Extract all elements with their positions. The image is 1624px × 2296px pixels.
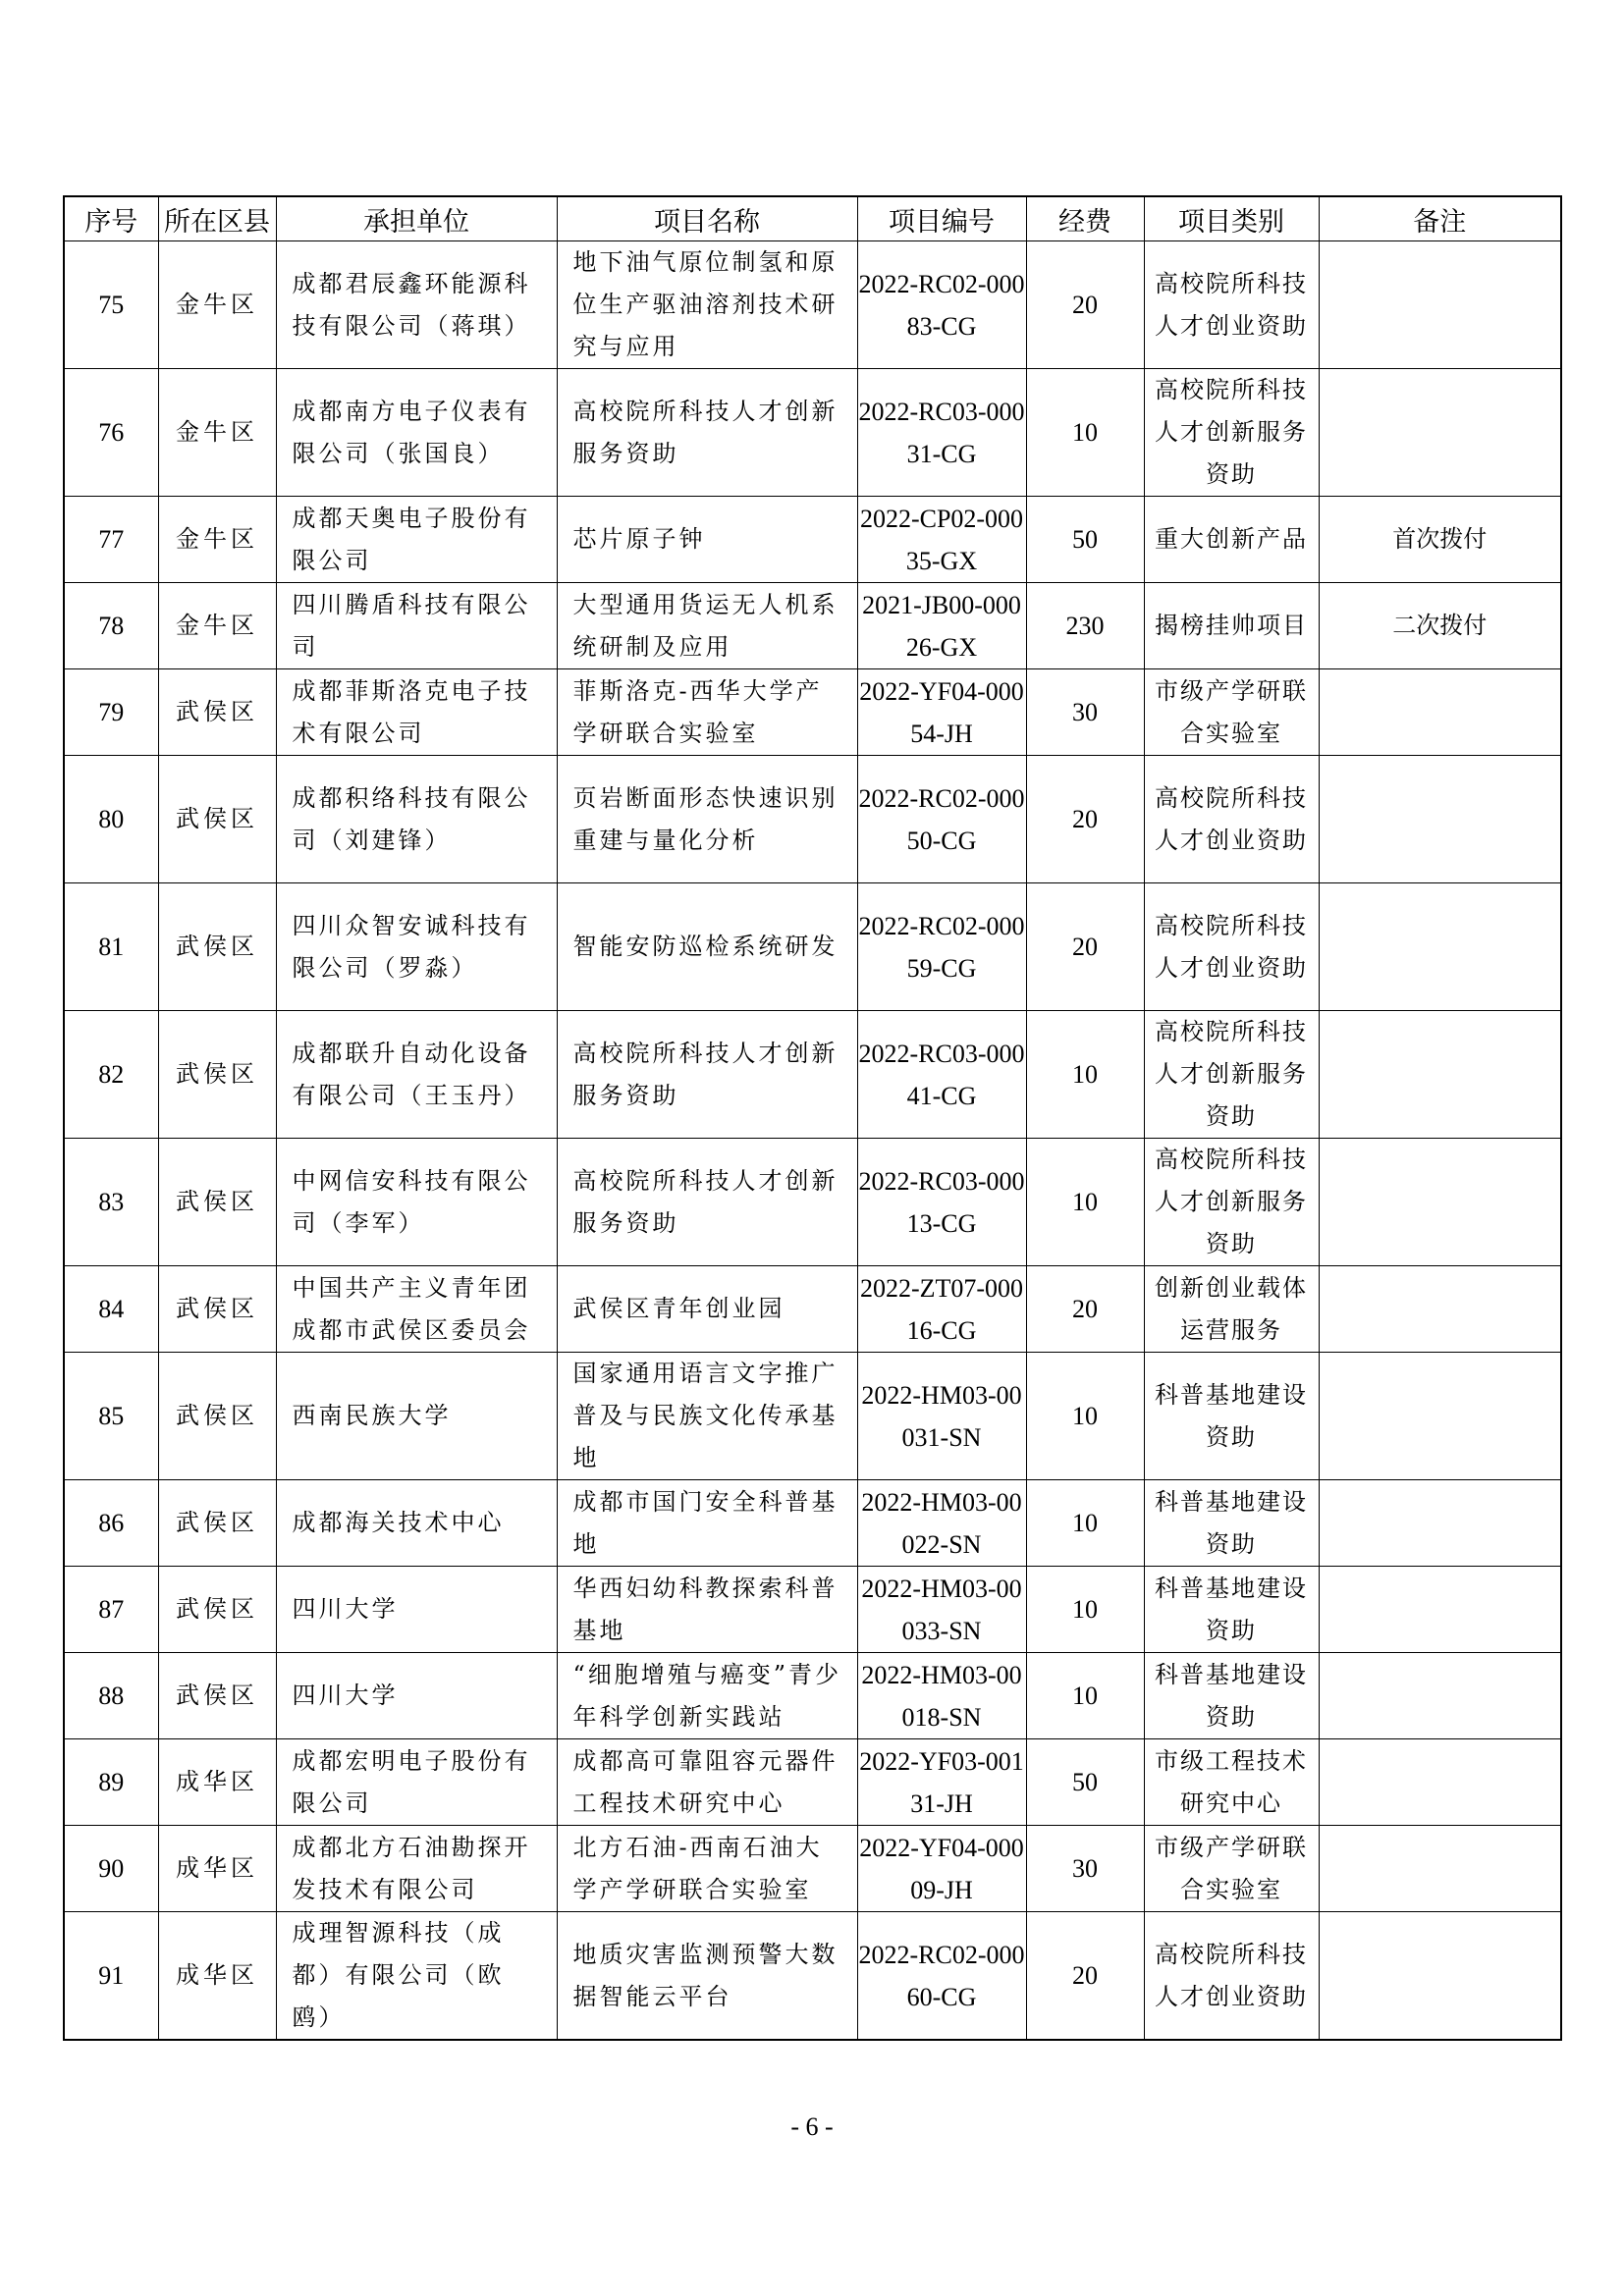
remark-cell: 二次拨付 xyxy=(1319,583,1561,669)
table-row xyxy=(64,1139,1561,1266)
project-name-cell: 北方石油-西南石油大学产学研联合实验室 xyxy=(557,1826,857,1912)
category-cell: 高校院所科技人才创业资助 xyxy=(1144,756,1319,883)
header-cell: 备注 xyxy=(1319,196,1561,241)
district-cell: 武侯区 xyxy=(158,1653,276,1739)
row-number: 81 xyxy=(64,883,158,1011)
district-cell: 武侯区 xyxy=(158,883,276,1011)
table-row xyxy=(64,1912,1561,2041)
row-number: 76 xyxy=(64,369,158,497)
district-cell: 武侯区 xyxy=(158,1567,276,1653)
project-name-cell: 高校院所科技人才创新服务资助 xyxy=(557,1011,857,1139)
remark-cell xyxy=(1319,1912,1561,2041)
remark-cell xyxy=(1319,241,1561,369)
table-row xyxy=(64,1826,1561,1912)
table-row xyxy=(64,497,1561,583)
category-cell: 高校院所科技人才创业资助 xyxy=(1144,241,1319,369)
project-code-cell: 2022-YF04-00009-JH xyxy=(857,1826,1026,1912)
project-name-cell: 成都市国门安全科普基地 xyxy=(557,1480,857,1567)
project-code-cell: 2022-RC02-00083-CG xyxy=(857,241,1026,369)
project-name-cell: 地下油气原位制氢和原位生产驱油溶剂技术研究与应用 xyxy=(557,241,857,369)
funding-cell: 30 xyxy=(1026,1826,1144,1912)
project-name-cell: 智能安防巡检系统研发 xyxy=(557,883,857,1011)
remark-cell xyxy=(1319,883,1561,1011)
project-code-cell: 2022-CP02-00035-GX xyxy=(857,497,1026,583)
district-cell: 成华区 xyxy=(158,1739,276,1826)
table-body xyxy=(64,241,1561,2041)
district-cell: 武侯区 xyxy=(158,1266,276,1353)
category-cell: 创新创业载体运营服务 xyxy=(1144,1266,1319,1353)
table-row xyxy=(64,883,1561,1011)
header-cell: 项目编号 xyxy=(857,196,1026,241)
funding-cell: 10 xyxy=(1026,1139,1144,1266)
project-name-cell: 芯片原子钟 xyxy=(557,497,857,583)
header-cell: 项目类别 xyxy=(1144,196,1319,241)
table-row xyxy=(64,1011,1561,1139)
row-number: 77 xyxy=(64,497,158,583)
remark-cell xyxy=(1319,1826,1561,1912)
unit-cell: 成理智源科技（成都）有限公司（欧鸥） xyxy=(276,1912,557,2041)
project-name-cell: “细胞增殖与癌变”青少年科学创新实践站 xyxy=(557,1653,857,1739)
project-code-cell: 2022-HM03-00031-SN xyxy=(857,1353,1026,1480)
category-cell: 高校院所科技人才创业资助 xyxy=(1144,883,1319,1011)
funding-cell: 20 xyxy=(1026,1266,1144,1353)
funding-cell: 10 xyxy=(1026,369,1144,497)
category-cell: 科普基地建设资助 xyxy=(1144,1653,1319,1739)
table-row xyxy=(64,1353,1561,1480)
category-cell: 科普基地建设资助 xyxy=(1144,1567,1319,1653)
table-row xyxy=(64,669,1561,756)
category-cell: 科普基地建设资助 xyxy=(1144,1480,1319,1567)
category-cell: 高校院所科技人才创新服务资助 xyxy=(1144,1011,1319,1139)
district-cell: 金牛区 xyxy=(158,369,276,497)
project-code-cell: 2021-JB00-00026-GX xyxy=(857,583,1026,669)
table-row xyxy=(64,756,1561,883)
row-number: 83 xyxy=(64,1139,158,1266)
unit-cell: 成都宏明电子股份有限公司 xyxy=(276,1739,557,1826)
header-cell: 所在区县 xyxy=(158,196,276,241)
unit-cell: 四川众智安诚科技有限公司（罗淼） xyxy=(276,883,557,1011)
header-cell: 序号 xyxy=(64,196,158,241)
remark-cell xyxy=(1319,1353,1561,1480)
row-number: 91 xyxy=(64,1912,158,2041)
table-row xyxy=(64,583,1561,669)
remark-cell: 首次拨付 xyxy=(1319,497,1561,583)
remark-cell xyxy=(1319,756,1561,883)
header-cell: 承担单位 xyxy=(276,196,557,241)
project-name-cell: 大型通用货运无人机系统研制及应用 xyxy=(557,583,857,669)
category-cell: 市级工程技术研究中心 xyxy=(1144,1739,1319,1826)
table-row xyxy=(64,1480,1561,1567)
project-name-cell: 武侯区青年创业园 xyxy=(557,1266,857,1353)
project-code-cell: 2022-RC03-00041-CG xyxy=(857,1011,1026,1139)
category-cell: 高校院所科技人才创新服务资助 xyxy=(1144,369,1319,497)
unit-cell: 成都海关技术中心 xyxy=(276,1480,557,1567)
funding-cell: 10 xyxy=(1026,1480,1144,1567)
funding-cell: 10 xyxy=(1026,1653,1144,1739)
table-row xyxy=(64,369,1561,497)
project-code-cell: 2022-YF04-00054-JH xyxy=(857,669,1026,756)
project-name-cell: 华西妇幼科教探索科普基地 xyxy=(557,1567,857,1653)
row-number: 90 xyxy=(64,1826,158,1912)
category-cell: 科普基地建设资助 xyxy=(1144,1353,1319,1480)
funding-cell: 10 xyxy=(1026,1011,1144,1139)
table-row xyxy=(64,1739,1561,1826)
unit-cell: 成都积络科技有限公司（刘建锋） xyxy=(276,756,557,883)
district-cell: 武侯区 xyxy=(158,1011,276,1139)
remark-cell xyxy=(1319,669,1561,756)
remark-cell xyxy=(1319,1653,1561,1739)
district-cell: 成华区 xyxy=(158,1912,276,2041)
unit-cell: 中国共产主义青年团成都市武侯区委员会 xyxy=(276,1266,557,1353)
category-cell: 揭榜挂帅项目 xyxy=(1144,583,1319,669)
project-code-cell: 2022-HM03-00033-SN xyxy=(857,1567,1026,1653)
table-row xyxy=(64,1567,1561,1653)
funding-cell: 20 xyxy=(1026,756,1144,883)
unit-cell: 四川大学 xyxy=(276,1653,557,1739)
remark-cell xyxy=(1319,1739,1561,1826)
unit-cell: 成都南方电子仪表有限公司（张国良） xyxy=(276,369,557,497)
remark-cell xyxy=(1319,1480,1561,1567)
district-cell: 武侯区 xyxy=(158,1480,276,1567)
unit-cell: 成都天奥电子股份有限公司 xyxy=(276,497,557,583)
project-name-cell: 高校院所科技人才创新服务资助 xyxy=(557,1139,857,1266)
page-number: - 6 - xyxy=(790,2112,834,2141)
project-name-cell: 国家通用语言文字推广普及与民族文化传承基地 xyxy=(557,1353,857,1480)
unit-cell: 成都君辰鑫环能源科技有限公司（蒋琪） xyxy=(276,241,557,369)
district-cell: 成华区 xyxy=(158,1826,276,1912)
unit-cell: 成都菲斯洛克电子技术有限公司 xyxy=(276,669,557,756)
project-code-cell: 2022-RC02-00060-CG xyxy=(857,1912,1026,2041)
district-cell: 金牛区 xyxy=(158,241,276,369)
table-header-row xyxy=(64,196,1561,241)
funding-cell: 20 xyxy=(1026,883,1144,1011)
row-number: 78 xyxy=(64,583,158,669)
project-code-cell: 2022-RC03-00013-CG xyxy=(857,1139,1026,1266)
row-number: 79 xyxy=(64,669,158,756)
remark-cell xyxy=(1319,1011,1561,1139)
project-name-cell: 菲斯洛克-西华大学产学研联合实验室 xyxy=(557,669,857,756)
header-cell: 项目名称 xyxy=(557,196,857,241)
project-code-cell: 2022-HM03-00022-SN xyxy=(857,1480,1026,1567)
project-funding-table xyxy=(63,195,1562,2041)
row-number: 80 xyxy=(64,756,158,883)
table-row xyxy=(64,1653,1561,1739)
district-cell: 金牛区 xyxy=(158,497,276,583)
remark-cell xyxy=(1319,369,1561,497)
project-name-cell: 页岩断面形态快速识别重建与量化分析 xyxy=(557,756,857,883)
project-code-cell: 2022-RC02-00059-CG xyxy=(857,883,1026,1011)
unit-cell: 成都联升自动化设备有限公司（王玉丹） xyxy=(276,1011,557,1139)
row-number: 88 xyxy=(64,1653,158,1739)
row-number: 84 xyxy=(64,1266,158,1353)
project-code-cell: 2022-RC03-00031-CG xyxy=(857,369,1026,497)
district-cell: 武侯区 xyxy=(158,1139,276,1266)
table-row xyxy=(64,241,1561,369)
project-code-cell: 2022-ZT07-00016-CG xyxy=(857,1266,1026,1353)
district-cell: 金牛区 xyxy=(158,583,276,669)
district-cell: 武侯区 xyxy=(158,756,276,883)
funding-cell: 30 xyxy=(1026,669,1144,756)
project-code-cell: 2022-RC02-00050-CG xyxy=(857,756,1026,883)
project-name-cell: 地质灾害监测预警大数据智能云平台 xyxy=(557,1912,857,2041)
project-name-cell: 高校院所科技人才创新服务资助 xyxy=(557,369,857,497)
project-code-cell: 2022-HM03-00018-SN xyxy=(857,1653,1026,1739)
project-code-cell: 2022-YF03-00131-JH xyxy=(857,1739,1026,1826)
category-cell: 市级产学研联合实验室 xyxy=(1144,669,1319,756)
unit-cell: 四川腾盾科技有限公司 xyxy=(276,583,557,669)
row-number: 82 xyxy=(64,1011,158,1139)
unit-cell: 成都北方石油勘探开发技术有限公司 xyxy=(276,1826,557,1912)
remark-cell xyxy=(1319,1139,1561,1266)
category-cell: 高校院所科技人才创业资助 xyxy=(1144,1912,1319,2041)
remark-cell xyxy=(1319,1266,1561,1353)
row-number: 89 xyxy=(64,1739,158,1826)
funding-cell: 10 xyxy=(1026,1567,1144,1653)
funding-cell: 50 xyxy=(1026,1739,1144,1826)
row-number: 86 xyxy=(64,1480,158,1567)
funding-cell: 10 xyxy=(1026,1353,1144,1480)
funding-cell: 20 xyxy=(1026,1912,1144,2041)
row-number: 75 xyxy=(64,241,158,369)
row-number: 87 xyxy=(64,1567,158,1653)
project-name-cell: 成都高可靠阻容元器件工程技术研究中心 xyxy=(557,1739,857,1826)
funding-cell: 230 xyxy=(1026,583,1144,669)
district-cell: 武侯区 xyxy=(158,1353,276,1480)
category-cell: 重大创新产品 xyxy=(1144,497,1319,583)
funding-cell: 50 xyxy=(1026,497,1144,583)
category-cell: 市级产学研联合实验室 xyxy=(1144,1826,1319,1912)
unit-cell: 西南民族大学 xyxy=(276,1353,557,1480)
header-cell: 经费 xyxy=(1026,196,1144,241)
unit-cell: 中网信安科技有限公司（李军） xyxy=(276,1139,557,1266)
remark-cell xyxy=(1319,1567,1561,1653)
row-number: 85 xyxy=(64,1353,158,1480)
funding-cell: 20 xyxy=(1026,241,1144,369)
category-cell: 高校院所科技人才创新服务资助 xyxy=(1144,1139,1319,1266)
unit-cell: 四川大学 xyxy=(276,1567,557,1653)
district-cell: 武侯区 xyxy=(158,669,276,756)
table-row xyxy=(64,1266,1561,1353)
